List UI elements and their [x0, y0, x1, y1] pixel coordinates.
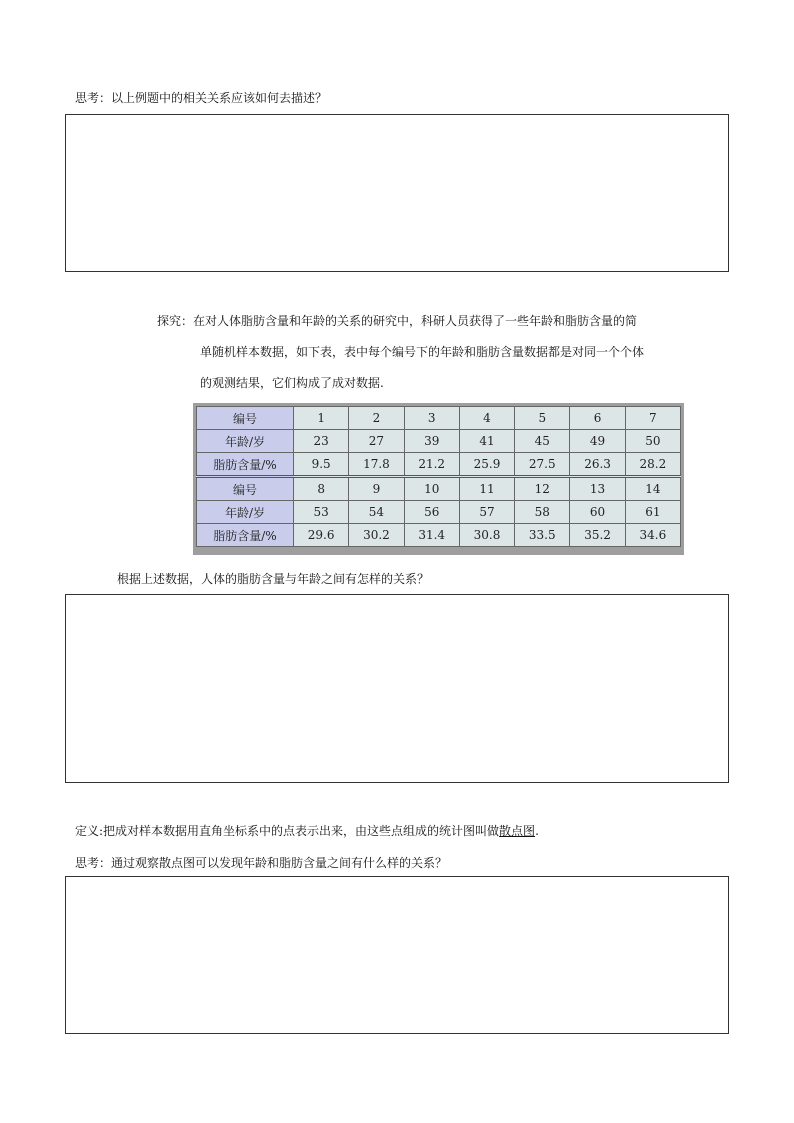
table-cell: 23 — [294, 430, 349, 453]
table-cell: 60 — [570, 501, 625, 524]
table-row — [197, 430, 681, 453]
table-cell: 7 — [625, 407, 680, 430]
table-cell: 35.2 — [570, 524, 625, 547]
definition-text — [75, 823, 539, 839]
table-cell: 27.5 — [515, 453, 570, 477]
relationship-question: 根据上述数据，人体的脂肪含量与年龄之间有怎样的关系？ — [117, 572, 430, 586]
table-cell: 41 — [459, 430, 514, 453]
table-cell: 8 — [294, 477, 349, 501]
table-cell: 54 — [349, 501, 404, 524]
table-cell: 39 — [404, 430, 459, 453]
answer-box-3[interactable] — [65, 876, 729, 1034]
table-cell: 53 — [294, 501, 349, 524]
table-cell: 2 — [349, 407, 404, 430]
table-cell: 33.5 — [515, 524, 570, 547]
table-cell: 10 — [404, 477, 459, 501]
table-cell: 25.9 — [459, 453, 514, 477]
table-cell: 17.8 — [349, 453, 404, 477]
table-cell: 27 — [349, 430, 404, 453]
table-cell: 30.8 — [459, 524, 514, 547]
explore-line-3: 的观测结果，它们构成了成对数据. — [200, 376, 384, 390]
table-cell: 6 — [570, 407, 625, 430]
table-cell: 1 — [294, 407, 349, 430]
table-cell: 26.3 — [570, 453, 625, 477]
think-question-1: 思考：以上例题中的相关关系应该如何去描述？ — [75, 91, 328, 105]
table-cell: 5 — [515, 407, 570, 430]
table-cell: 21.2 — [404, 453, 459, 477]
row-label-age: 年龄/岁 — [197, 430, 294, 453]
table-row — [197, 407, 681, 430]
answer-box-2[interactable] — [65, 594, 729, 783]
explore-line-1: 探究：在对人体脂肪含量和年龄的关系的研究中，科研人员获得了一些年龄和脂肪含量的简 — [157, 314, 638, 328]
table-cell: 9 — [349, 477, 404, 501]
data-table — [193, 403, 684, 555]
row-label-fat: 脂肪含量/% — [197, 524, 294, 547]
row-label-fat: 脂肪含量/% — [197, 453, 294, 477]
definition-body: 定义:把成对样本数据用直角坐标系中的点表示出来，由这些点组成的统计图叫做 — [75, 824, 500, 838]
scatter-plot-term: 散点图 — [499, 824, 536, 838]
table-cell: 11 — [459, 477, 514, 501]
definition-end: . — [535, 824, 539, 838]
table-cell: 4 — [459, 407, 514, 430]
row-label-id: 编号 — [197, 407, 294, 430]
table-cell: 12 — [515, 477, 570, 501]
table-cell: 58 — [515, 501, 570, 524]
table-row — [197, 524, 681, 547]
explore-line-2: 单随机样本数据，如下表，表中每个编号下的年龄和脂肪含量数据都是对同一个个体 — [200, 345, 645, 359]
table-cell: 45 — [515, 430, 570, 453]
table-cell: 29.6 — [294, 524, 349, 547]
table-cell: 50 — [625, 430, 680, 453]
table-cell: 57 — [459, 501, 514, 524]
table-cell: 28.2 — [625, 453, 680, 477]
table-cell: 61 — [625, 501, 680, 524]
table-cell: 9.5 — [294, 453, 349, 477]
table-cell: 31.4 — [404, 524, 459, 547]
table-cell: 49 — [570, 430, 625, 453]
table-cell: 34.6 — [625, 524, 680, 547]
table-row — [197, 453, 681, 477]
table-cell: 56 — [404, 501, 459, 524]
table-row — [197, 501, 681, 524]
table-cell: 13 — [570, 477, 625, 501]
table-cell: 30.2 — [349, 524, 404, 547]
think-question-2: 思考：通过观察散点图可以发现年龄和脂肪含量之间有什么样的关系？ — [75, 856, 448, 870]
row-label-id: 编号 — [197, 477, 294, 501]
table-cell: 3 — [404, 407, 459, 430]
table-row — [197, 477, 681, 501]
row-label-age: 年龄/岁 — [197, 501, 294, 524]
answer-box-1[interactable] — [65, 114, 729, 272]
table-cell: 14 — [625, 477, 680, 501]
